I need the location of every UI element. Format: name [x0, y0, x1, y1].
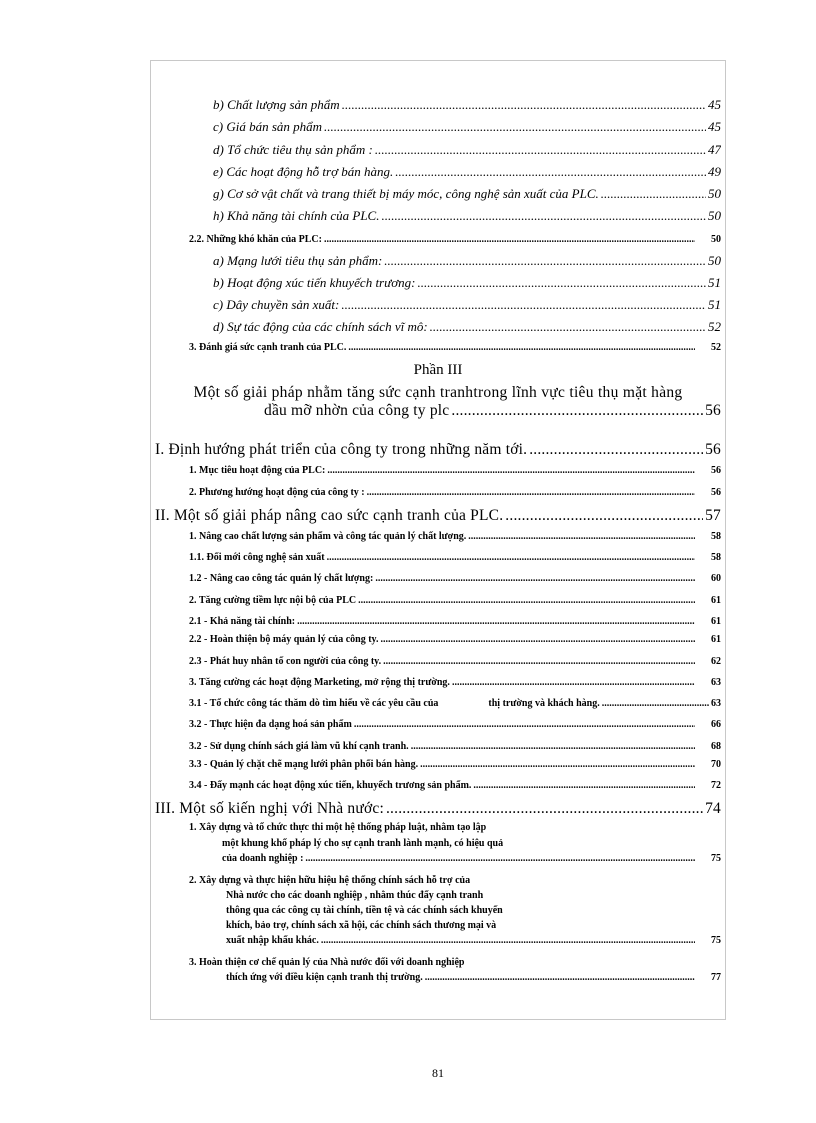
toc-entry: 3.4 - Đẩy mạnh các hoạt động xúc tiến, khuyếch trương sản phẩm. ..... 72	[189, 780, 721, 791]
toc-section: II. Một số giải pháp nâng cao sức cạnh tranh của PLC. ..... 57	[155, 507, 721, 525]
page-number: 81	[432, 1066, 444, 1080]
recommendation-2-line1: 2. Xây dựng và thực hiện hữu hiệu hệ thống chính sách hỗ trợ của	[189, 875, 471, 886]
recommendation-3-line1: 3. Hoàn thiện cơ chế quản lý của Nhà nước đối với doanh nghiệp	[189, 957, 465, 968]
toc-entry: 3.1 - Tổ chức công tác thăm dò tìm hiểu về các yêu cầu của thị trường và khách hàng. ..... 63	[189, 698, 721, 709]
toc-entry: d) Tổ chức tiêu thụ sản phẩm : ..... 47	[213, 142, 721, 158]
toc-entry: 1.1. Đổi mới công nghệ sản xuất ..... 58	[189, 552, 721, 563]
recommendation-1-line1: 1. Xây dựng và tổ chức thực thi một hệ thống pháp luật, nhằm tạo lập	[189, 822, 487, 833]
part-heading: Phần III	[413, 362, 463, 378]
toc-entry: 3.3 - Quản lý chặt chẽ mạng lưới phân phối bán hàng. ..... 70	[189, 759, 721, 770]
recommendation-2-line4: khích, bảo trợ, chính sách xã hội, các chính sách thương mại và	[226, 920, 497, 931]
toc-section: III. Một số kiến nghị với Nhà nước: ..... 74	[155, 800, 721, 818]
toc-entry: 3.2 - Thực hiện đa dạng hoá sản phẩm ..... 66	[189, 719, 721, 730]
toc-entry: a) Mạng lưới tiêu thụ sản phẩm: ..... 50	[213, 253, 721, 269]
recommendation-2-line5: xuất nhập khẩu khác. ..... 75	[226, 935, 721, 946]
toc-entry: b) Hoạt động xúc tiến khuyếch trương: ..... 51	[213, 275, 721, 291]
toc-entry: b) Chất lượng sản phẩm ..... 45	[213, 97, 721, 113]
toc-entry: 3.2 - Sử dụng chính sách giá làm vũ khí cạnh tranh. ..... 68	[189, 741, 721, 752]
recommendation-2-line2: Nhà nước cho các doanh nghiệp , nhằm thúc đẩy cạnh tranh	[226, 890, 484, 901]
toc-entry: 2.2. Những khó khăn của PLC: ..... 50	[189, 234, 721, 245]
part-title-line1: Một số giải pháp nhằm tăng sức cạnh tranhtrong lĩnh vực tiêu thụ mặt hàng	[193, 384, 683, 401]
recommendation-1-line3: của doanh nghiệp : ..... 75	[222, 853, 721, 864]
toc-entry: c) Giá bán sản phẩm ..... 45	[213, 119, 721, 135]
recommendation-2-line3: thông qua các công cụ tài chính, tiền tệ và các chính sách khuyến	[226, 905, 503, 916]
toc-entry: d) Sự tác động của các chính sách vĩ mô: ..... 52	[213, 319, 721, 335]
toc-entry: 2. Phương hướng hoạt động của công ty : ..... 56	[189, 487, 721, 498]
part-title-line2: dầu mỡ nhờn của công ty plc ..... 56	[264, 402, 721, 420]
toc-entry: 3. Tăng cường các hoạt động Marketing, mở rộng thị trường. ..... 63	[189, 677, 721, 688]
toc-entry: c) Dây chuyền sản xuất: ..... 51	[213, 297, 721, 313]
recommendation-1-line2: một khung khổ pháp lý cho sự cạnh tranh lành mạnh, có hiệu quả	[222, 838, 504, 849]
toc-entry: 3. Đánh giá sức cạnh tranh của PLC. ..... 52	[189, 342, 721, 353]
recommendation-3-line2: thích ứng với điều kiện cạnh tranh thị trường. ..... 77	[226, 972, 721, 983]
toc-entry: 2.2 - Hoàn thiện bộ máy quản lý của công ty. ..... 61	[189, 634, 721, 645]
toc-entry: 1. Nâng cao chất lượng sản phẩm và công tác quản lý chất lượng. ..... 58	[189, 531, 721, 542]
toc-entry: 1.2 - Nâng cao công tác quản lý chất lượng: ..... 60	[189, 573, 721, 584]
toc-entry: g) Cơ sở vật chất và trang thiết bị máy móc, công nghệ sản xuất của PLC. ..... 50	[213, 186, 721, 202]
toc-entry: 2.1 - Khả năng tài chính: ..... 61	[189, 616, 721, 627]
toc-entry: 2. Tăng cường tiềm lực nội bộ của PLC ..... 61	[189, 595, 721, 606]
toc-entry: 1. Mục tiêu hoạt động của PLC: ..... 56	[189, 465, 721, 476]
toc-entry: 2.3 - Phát huy nhân tố con người của công ty. ..... 62	[189, 656, 721, 667]
toc-section: I. Định hướng phát triển của công ty trong những năm tới. ..... 56	[155, 441, 721, 459]
toc-entry: e) Các hoạt động hỗ trợ bán hàng. ..... 49	[213, 164, 721, 180]
toc-entry: h) Khả năng tài chính của PLC. ..... 50	[213, 208, 721, 224]
